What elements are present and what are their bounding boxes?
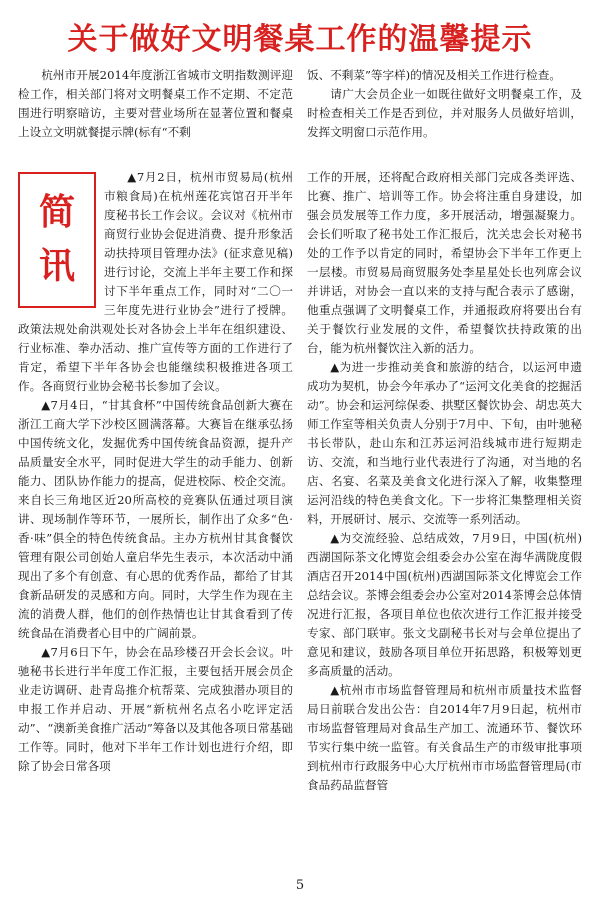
intro-left-column bbox=[18, 66, 293, 142]
jianxun-char-2: 讯 bbox=[38, 246, 75, 287]
intro-paragraph: 杭州市开展2014年度浙江省城市文明指数测评迎检工作，相关部门将对文明餐桌工作不定期、不定范围进行明察暗访，主要对营业场所在显著位置和餐桌上设立文明就餐提示牌(标有“不剩 bbox=[18, 68, 293, 139]
news-item-4: ▲为进一步推动美食和旅游的结合，以运河申遗成功为契机，协会今年承办了“运河文化美食的挖掘活动”。协会和运河综保委、拱墅区餐饮协会、胡忠英大师工作室等相关负责人分别于7月中、下旬，由叶驰秘书长带队，赴山东和江苏运河沿线城市进行短期走访、交流，和当地行业代表进行了沟通，对当地的名店、名宴、名菜及美食文化进行深入了解，收集整理运河沿线的特色美食文化。下一步将汇集整理相关资料，开展研讨、展示、交流等一系列活动。 bbox=[307, 360, 582, 526]
news-item-3-continued: 工作的开展，还将配合政府相关部门完成各类评选、比赛、推广、培训等工作。协会将注重自身建设，加强会员发展等工作力度，多开展活动，增强凝聚力。会长们听取了秘书处工作汇报后，沈关忠会长对秘书处的工作予以肯定的同时，希望协会下半年工作更上一层楼。市贸易局商贸服务处李星星处长也列席会议并讲话，对协会一直以来的支持与配合表示了感谢，他重点强调了文明餐桌工作，并通报政府将要出台有关于餐饮行业发展的文件，希望餐饮扶持政策的出台，能为杭州餐饮注入新的活力。 bbox=[307, 170, 582, 355]
page-number: 5 bbox=[295, 878, 305, 893]
news-right-column bbox=[307, 168, 582, 795]
news-item-6: ▲杭州市市场监督管理局和杭州市质量技术监督局日前联合发出公告：自2014年7月9日起，杭州市市场监督管理局对食品生产加工、流通环节、餐饮环节实行集中统一监管。有关食品生产的市级审批事项到杭州市行政服务中心大厅杭州市市场监督管理局(市食品药品监督管 bbox=[307, 683, 582, 792]
news-item-3: ▲7月6日下午，协会在品珍楼召开会长会议。叶驰秘书长进行半年度工作汇报，主要包括开展会员企业走访调研、赴青岛推介杭帮菜、完成独潜办项目的申报工作并启动、开展“新杭州名点名小吃评定活动”、“澳新美食推广活动”筹备以及其他各项日常基础工作等。同时，他对下半年工作计划也进行介绍，即除了协会日常各项 bbox=[18, 645, 293, 773]
intro-right-column bbox=[307, 66, 582, 142]
news-item-2: ▲7月4日，“甘其食杯”中国传统食品创新大赛在浙江工商大学下沙校区圆满落幕。大赛旨在继承弘扬中国传统文化，发掘优秀中国传统食品资源，提升产品质量安全水平，同时促进大学生的动手能力、创新能力、团队协作能力的提高，促进校际、校企交流。来自长三角地区近20所高校的竞赛队伍通过项目演讲、现场制作等环节，一展所长，制作出了众多“色·香·味”俱全的特色传统食品。主办方杭州甘其食餐饮管理有限公司创始人童启华先生表示，本次活动中涌现出了多个有创意、有心思的优秀作品，都给了甘其食新品研发的灵感和方向。同时，大学生作为现在主流的消费人群，他们的创作热情也让甘其食看到了传统食品在消费者心目中的广阔前景。 bbox=[18, 398, 293, 640]
news-item-1: ▲7月2日，杭州市贸易局(杭州市粮食局)在杭州莲花宾馆召开半年度秘书长工作会议。会议对《杭州市商贸行业协会促进消费、提升形象活动扶持项目管理办法》(征求意见稿)进行讨论，交流上半年主要工作和探讨下半年重点工作，同时对“二〇一三年度先进行业协会”进行了授牌。政策法规处俞洪观处长对各协会上半年在组织建设、行业标准、拳办活动、推广宣传等方面的工作进行了肯定，希望下半年各协会也能继续积极推进各项工作。各商贸行业协会秘书长参加了会议。 bbox=[18, 170, 293, 393]
news-item-5: ▲为交流经验、总结成效，7月9日，中国(杭州)西湖国际茶文化博览会组委会办公室在海华满陇度假酒店召开2014中国(杭州)西湖国际茶文化博览会工作总结会议。茶博会组委会办公室对2014茶博会总体情况进行汇报，各项目单位也依次进行工作汇报并接受专家、部门联审。张文戈副秘书长对与会单位提出了意见和建议，鼓励各项目单位开拓思路，积极筹划更多高质量的活动。 bbox=[307, 531, 582, 678]
jianxun-char-1: 简 bbox=[38, 192, 75, 233]
news-left-column bbox=[18, 168, 293, 776]
jianxun-badge bbox=[18, 172, 96, 308]
intro-paragraph-2: 请广大会员企业一如既往做好文明餐桌工作，及时检查相关工作是否到位，并对服务人员做好培训，发挥文明窗口示范作用。 bbox=[307, 87, 582, 139]
intro-continuation: 饭、不剩菜”等字样)的情况及相关工作进行检查。 bbox=[307, 68, 561, 82]
page-title: 关于做好文明餐桌工作的温馨提示 bbox=[67, 22, 533, 57]
